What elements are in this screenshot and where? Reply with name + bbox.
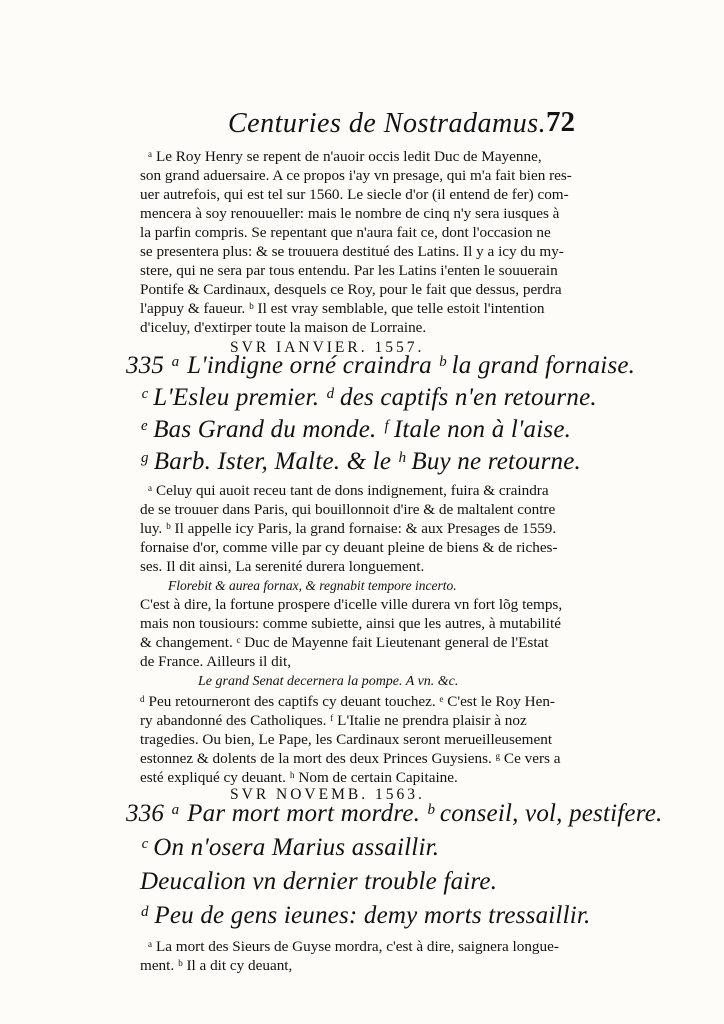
text-line: stere, qui ne sera par tous entendu. Par les Latins i'enten le souuerain — [140, 262, 558, 279]
text-line: mais non tousiours: comme subiette, ainsi que les autres, à mutabilité — [140, 615, 561, 632]
text-line: ses. Il dit ainsi, La serenité durera longuement. — [140, 558, 425, 575]
text-line: & changement. ᶜ Duc de Mayenne fait Lieutenant general de l'Estat — [140, 634, 549, 651]
text-line: tragedies. Ou bien, Le Pape, les Cardinaux seront merueilleusement — [140, 731, 553, 748]
text-line: la parfin compris. Se repentant que n'aura fait ce, dont l'occasion ne — [140, 224, 551, 241]
quatrain-line: ᶜ On n'osera Marius assaillir. — [140, 834, 440, 861]
quatrain-line: ᶜ L'Esleu premier. ᵈ des captifs n'en retourne. — [140, 384, 597, 411]
text-line: ᵃ La mort des Sieurs de Guyse mordra, c'est à dire, saignera longue- — [148, 938, 559, 955]
text-line: esté expliqué cy deuant. ʰ Nom de certain Capitaine. — [140, 769, 458, 786]
text-line: se presentera plus: & se trouuera destitué des Latins. Il y a icy du my- — [140, 243, 564, 260]
quatrain-text: ᵃ Par mort mort mordre. ᵇ conseil, vol, pestifere. — [170, 800, 663, 827]
quatrain-number: 336 — [126, 800, 165, 827]
page-number: 72 — [546, 106, 575, 138]
text-line: ment. ᵇ Il a dit cy deuant, — [140, 957, 293, 974]
text-line: ᵃ Le Roy Henry se repent de n'auoir occis ledit Duc de Mayenne, — [148, 148, 542, 165]
quatrain-line: ᵍ Barb. Ister, Malte. & le ʰ Buy ne retourne. — [140, 448, 581, 475]
quatrain-line: ᵉ Bas Grand du monde. ᶠ Itale non à l'aise. — [140, 416, 572, 443]
text-line: luy. ᵇ Il appelle icy Paris, la grand fornaise: & aux Presages de 1559. — [140, 520, 557, 537]
latin-quotation: Florebit & aurea fornax, & regnabit tempore incerto. — [168, 578, 457, 593]
text-line: ᵈ Peu retourneront des captifs cy deuant touchez. ᵉ C'est le Roy Hen- — [140, 693, 555, 710]
running-title: Centuries de Nostradamus. — [228, 108, 547, 139]
text-line: l'appuy & faueur. ᵇ Il est vray semblable, que telle estoit l'intention — [140, 300, 545, 317]
text-line: son grand aduersaire. A ce propos i'ay vn presage, qui m'a fait bien res- — [140, 167, 572, 184]
quatrain-text: ᵃ L'indigne orné craindra ᵇ la grand fornaise. — [170, 352, 636, 379]
text-line: de France. Ailleurs il dit, — [140, 653, 291, 670]
text-line: Pontife & Cardinaux, desquels ce Roy, pour le fait que dessus, perdra — [140, 281, 562, 298]
section-heading: SVR NOVEMB. 1563. — [230, 786, 425, 803]
quatrain-line: ᵈ Peu de gens ieunes: demy morts tressaillir. — [140, 902, 591, 929]
text-line: ry abandonné des Catholiques. ᶠ L'Italie ne prendra plaisir à noz — [140, 712, 527, 729]
quatrain-line — [126, 800, 662, 828]
text-line: mencera à soy renouueller: mais le nombre de cinq n'y sera iusques à — [140, 205, 560, 222]
text-line: fornaise d'or, comme ville par cy deuant pleine de biens & de riches- — [140, 539, 558, 556]
text-line: de se trouuer dans Paris, qui bouillonnoit d'ire & de maltalent contre — [140, 501, 556, 518]
quatrain-line: Deucalion vn dernier trouble faire. — [140, 868, 498, 895]
text-line: ᵃ Celuy qui auoit receu tant de dons indignement, fuira & craindra — [148, 482, 549, 499]
section-heading: SVR IANVIER. 1557. — [230, 339, 425, 356]
text-line: d'iceluy, d'extirper toute la maison de Lorraine. — [140, 319, 427, 336]
text-line: C'est à dire, la fortune prospere d'icelle ville durera vn fort lõg temps, — [140, 596, 563, 613]
quotation: Le grand Senat decernera la pompe. A vn. &c. — [198, 674, 459, 689]
quatrain-line — [126, 352, 635, 380]
text-line: estonnez & dolents de la mort des deux Princes Guysiens. ᵍ Ce vers a — [140, 750, 561, 767]
text-line: uer autrefois, qui est tel sur 1560. Le siecle d'or (il entend de fer) com- — [140, 186, 569, 203]
quatrain-number: 335 — [126, 352, 165, 379]
